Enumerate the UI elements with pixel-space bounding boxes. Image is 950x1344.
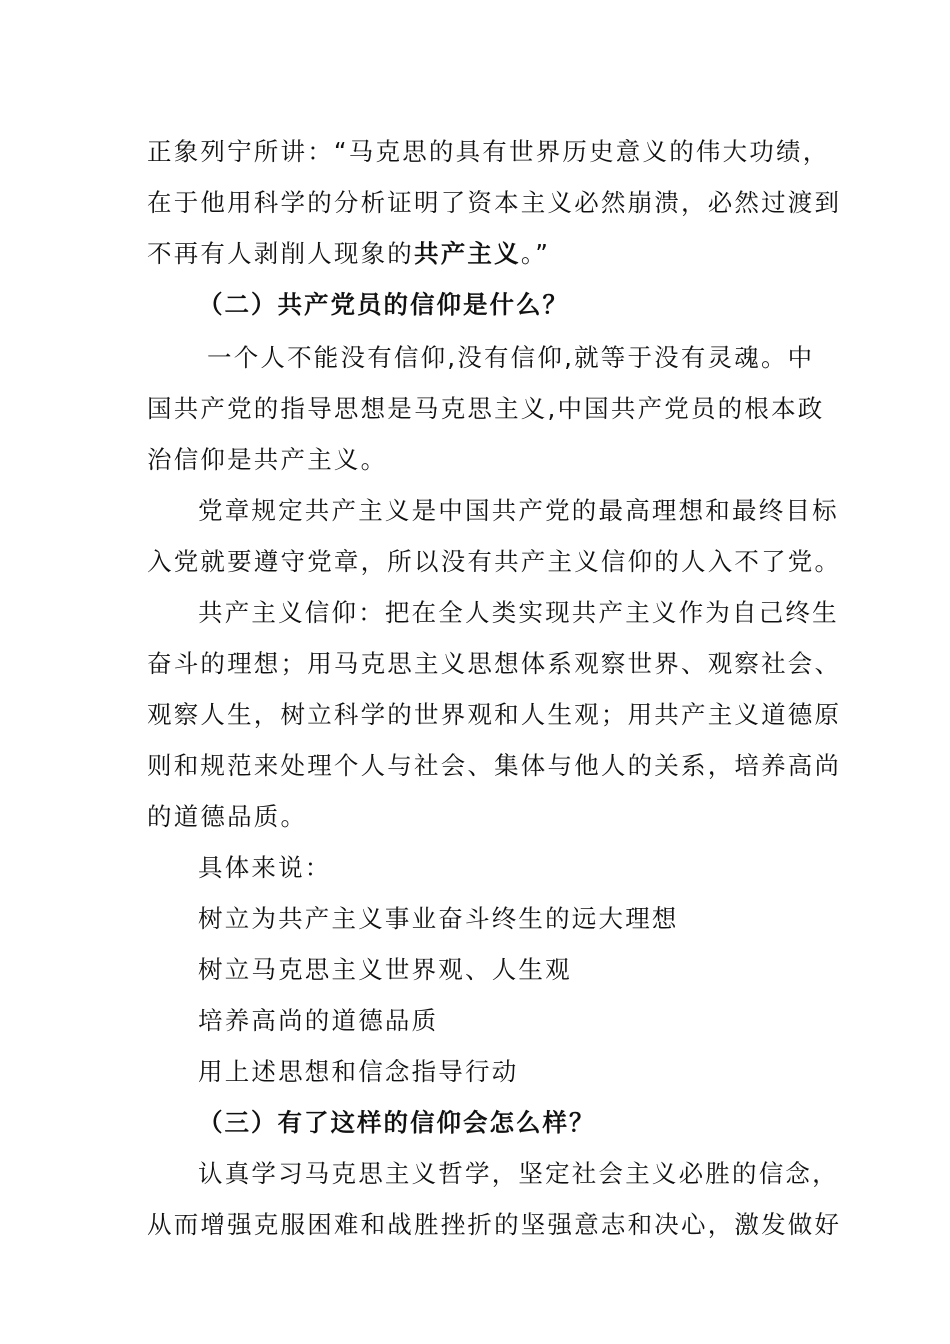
text-run: 不再有人剥削人现象的: [147, 239, 414, 268]
list-item: 用上述思想和信念指导行动: [198, 1057, 519, 1086]
paragraph-line: 治信仰是共产主义。: [147, 445, 388, 474]
paragraph-line: 观察人生，树立科学的世界观和人生观；用共产主义道德原: [147, 700, 842, 729]
text-run: 。”: [520, 239, 551, 268]
paragraph-line: 入党就要遵守党章，所以没有共产主义信仰的人入不了党。: [147, 547, 842, 576]
list-item: 培养高尚的道德品质: [198, 1006, 439, 1035]
paragraph-line: 从而增强克服困难和战胜挫折的坚强意志和决心，激发做好: [147, 1210, 842, 1239]
paragraph-line: 一个人不能没有信仰,没有信仰,就等于没有灵魂。中: [207, 343, 815, 372]
section-heading: （二）共产党员的信仰是什么？: [198, 290, 569, 319]
paragraph-line: 具体来说：: [198, 853, 332, 882]
paragraph-line: 国共产党的指导思想是马克思主义,中国共产党员的根本政: [147, 394, 825, 423]
paragraph-line: 正象列宁所讲：“马克思的具有世界历史意义的伟大功绩，: [147, 137, 830, 166]
paragraph-line: 党章规定共产主义是中国共产党的最高理想和最终目标: [198, 496, 839, 525]
paragraph-line: 奋斗的理想；用马克思主义思想体系观察世界、观察社会、: [147, 649, 842, 678]
paragraph-line: 的道德品质。: [147, 802, 308, 831]
section-heading: （三）有了这样的信仰会怎么样？: [198, 1108, 596, 1137]
paragraph-line: 认真学习马克思主义哲学，坚定社会主义必胜的信念，: [198, 1159, 839, 1188]
paragraph-line: 共产主义信仰：把在全人类实现共产主义作为自己终生: [198, 598, 839, 627]
paragraph-line: 则和规范来处理个人与社会、集体与他人的关系，培养高尚: [147, 751, 842, 780]
paragraph-line: 在于他用科学的分析证明了资本主义必然崩溃，必然过渡到: [147, 188, 842, 217]
list-item: 树立为共产主义事业奋斗终生的远大理想: [198, 904, 679, 933]
list-item: 树立马克思主义世界观、人生观: [198, 955, 572, 984]
paragraph-line: [147, 235, 550, 270]
emphasized-text: 共产主义: [414, 239, 521, 268]
